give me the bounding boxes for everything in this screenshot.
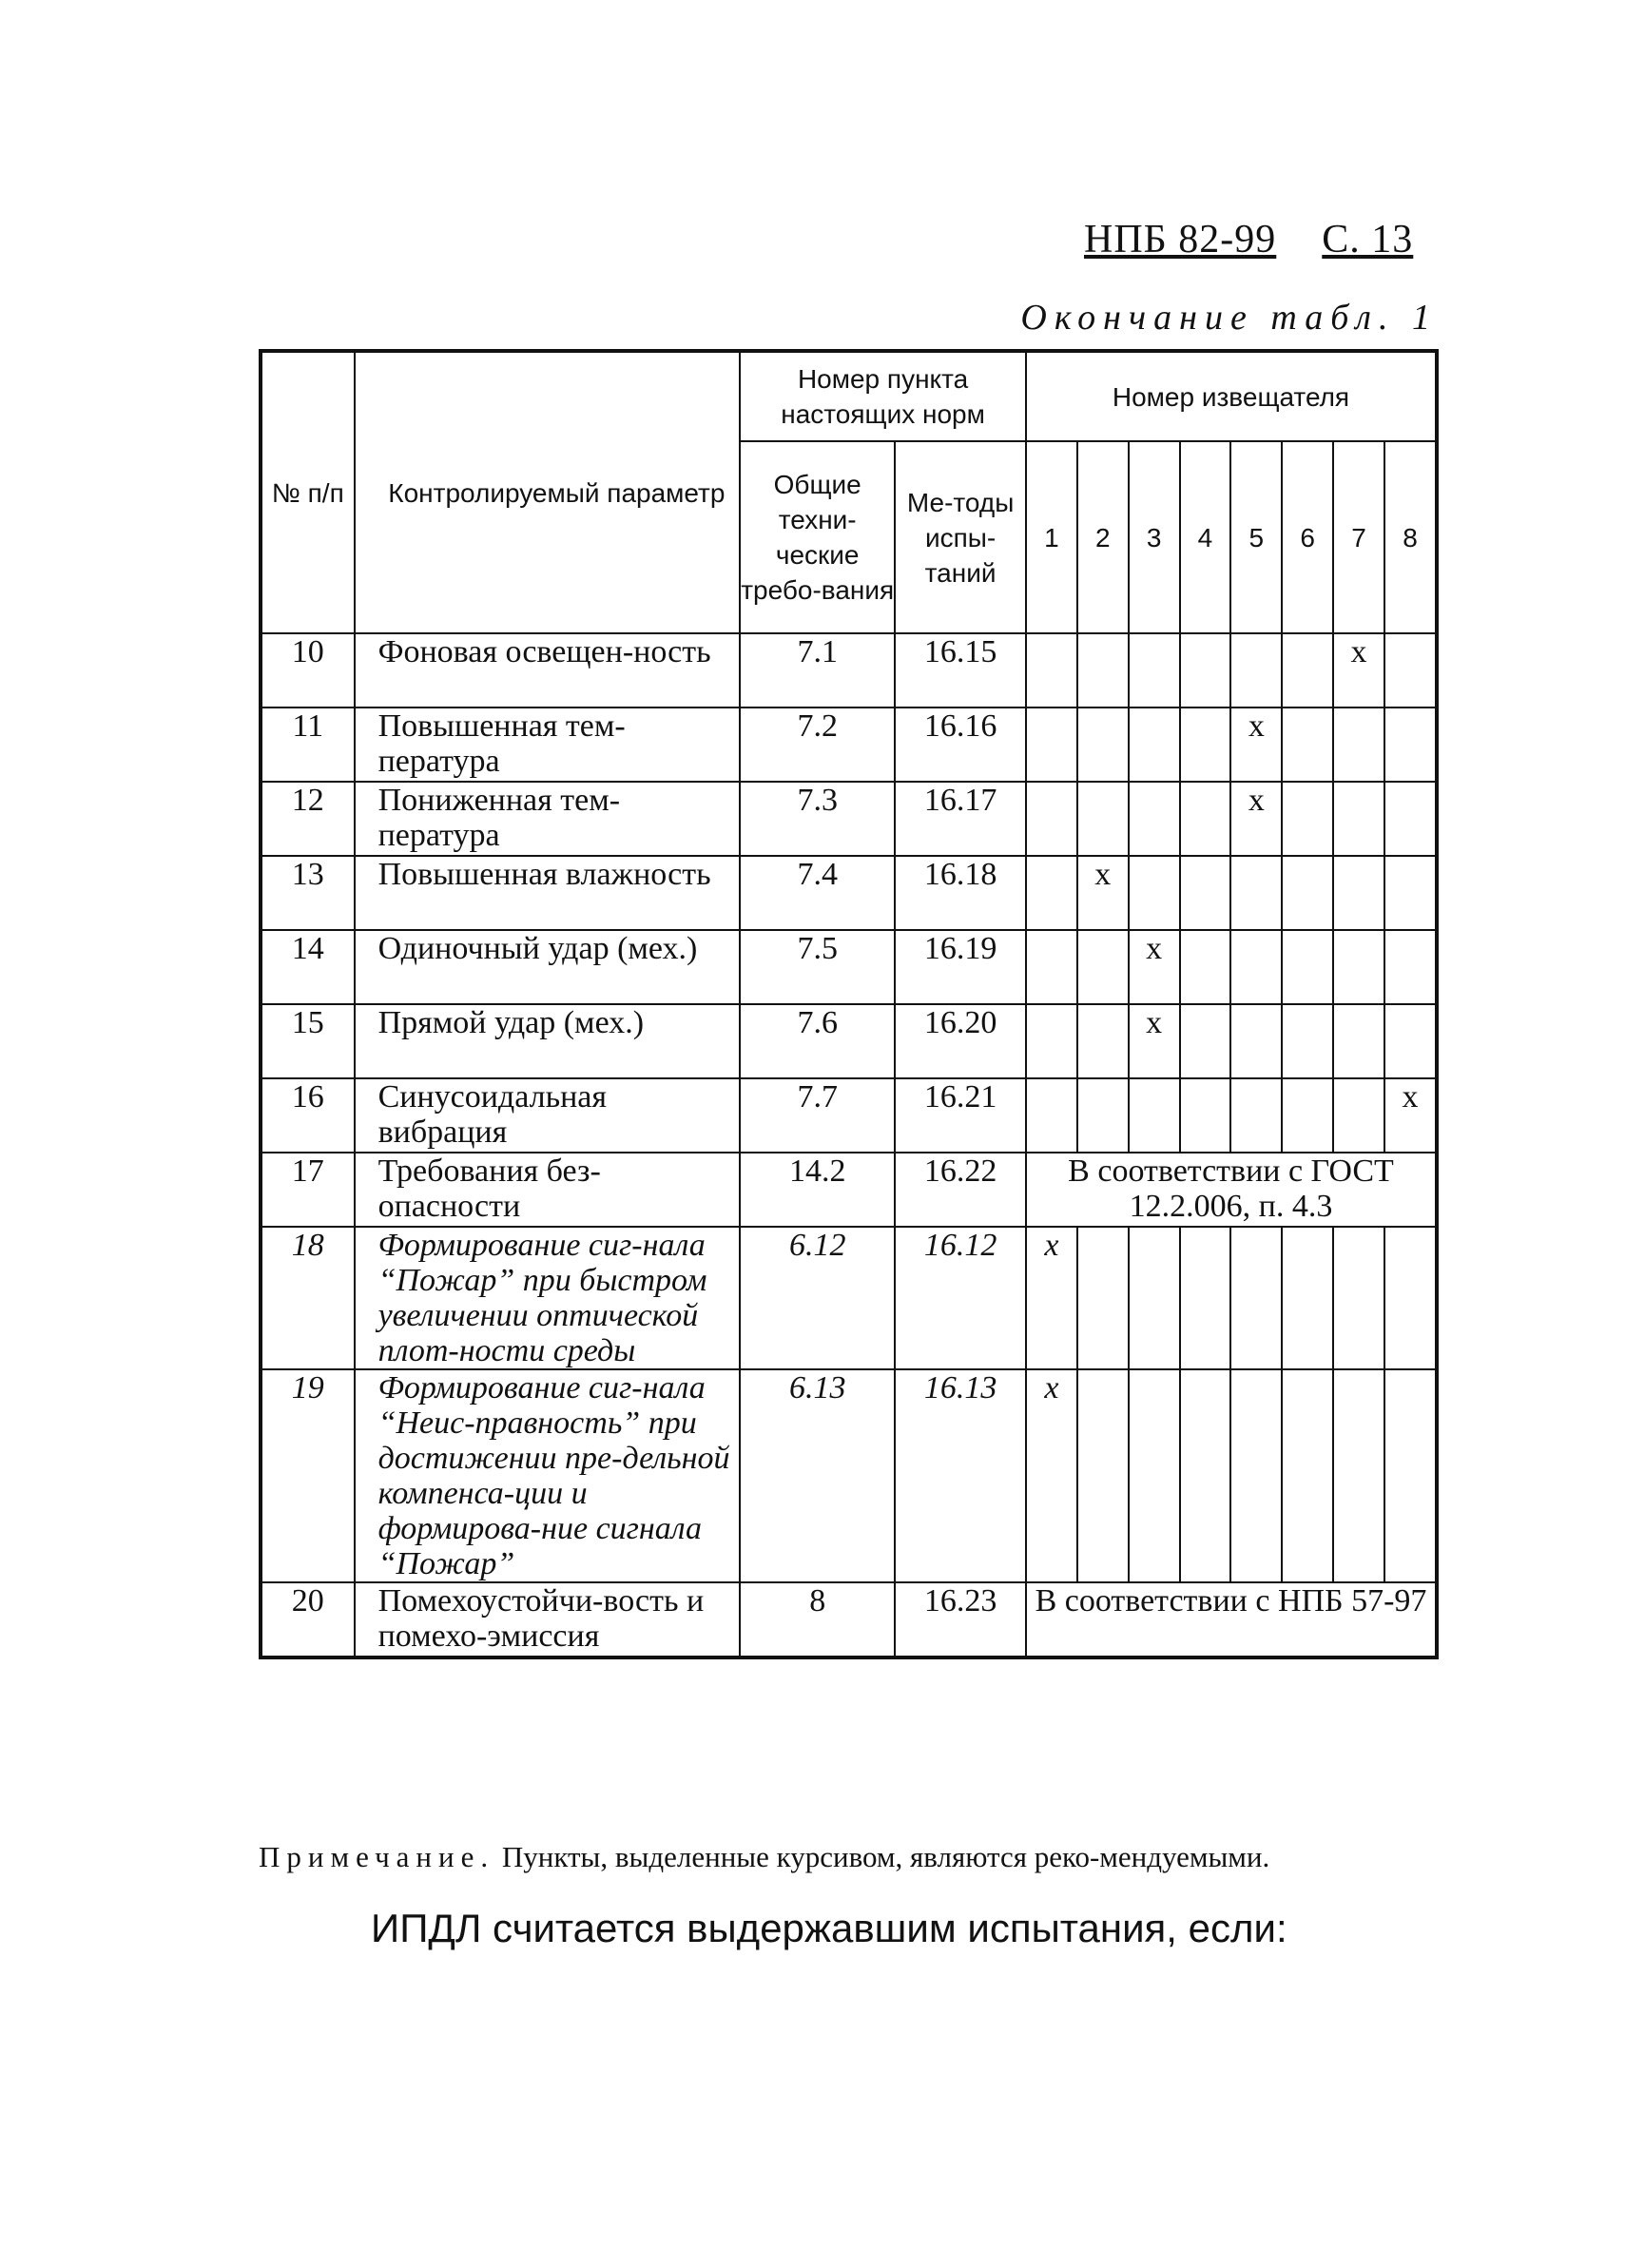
table-caption: Окончание табл. 1 <box>1020 298 1438 338</box>
detector-mark-8: х <box>1384 1078 1437 1153</box>
detector-mark-6 <box>1282 930 1333 1004</box>
row-merged-reference: В соответствии с НПБ 57-97 <box>1026 1582 1437 1657</box>
detector-mark-3 <box>1129 633 1180 708</box>
row-requirement-clause: 7.6 <box>740 1004 895 1078</box>
row-number: 17 <box>261 1153 355 1227</box>
detector-mark-2 <box>1077 1369 1129 1582</box>
header-detector-2: 2 <box>1077 441 1129 633</box>
row-method-clause: 16.13 <box>895 1369 1026 1582</box>
detector-mark-8 <box>1384 1227 1437 1369</box>
detector-mark-4 <box>1180 1004 1231 1078</box>
detector-mark-3 <box>1129 782 1180 856</box>
row-method-clause: 16.17 <box>895 782 1026 856</box>
row-method-clause: 16.19 <box>895 930 1026 1004</box>
detector-mark-5 <box>1230 1004 1282 1078</box>
page-header <box>1084 217 1413 262</box>
row-method-clause: 16.20 <box>895 1004 1026 1078</box>
table-body <box>261 633 1437 1657</box>
detector-mark-1 <box>1026 708 1077 782</box>
detector-mark-5 <box>1230 856 1282 930</box>
detector-mark-4 <box>1180 1369 1231 1582</box>
row-number: 10 <box>261 633 355 708</box>
detector-mark-5: х <box>1230 708 1282 782</box>
detector-mark-7: х <box>1333 633 1384 708</box>
detector-mark-1 <box>1026 856 1077 930</box>
detector-mark-8 <box>1384 1369 1437 1582</box>
detector-mark-3 <box>1129 1369 1180 1582</box>
detector-mark-3 <box>1129 708 1180 782</box>
header-detector-1: 1 <box>1026 441 1077 633</box>
row-number: 11 <box>261 708 355 782</box>
conclusion-text: ИПДЛ считается выдержавшим испытания, если: <box>371 1906 1287 1950</box>
row-method-clause: 16.23 <box>895 1582 1026 1657</box>
detector-mark-3 <box>1129 856 1180 930</box>
table-row <box>261 633 1437 708</box>
header-detector-8: 8 <box>1384 441 1437 633</box>
detector-mark-8 <box>1384 930 1437 1004</box>
table-row <box>261 856 1437 930</box>
row-parameter: Синусоидальная вибрация <box>355 1078 741 1153</box>
table-note <box>259 1839 1439 1875</box>
detector-mark-1 <box>1026 633 1077 708</box>
row-requirement-clause: 6.13 <box>740 1369 895 1582</box>
header-detector-5: 5 <box>1230 441 1282 633</box>
row-parameter: Одиночный удар (мех.) <box>355 930 741 1004</box>
note-label: Примечание. <box>259 1840 495 1873</box>
row-requirement-clause: 7.2 <box>740 708 895 782</box>
row-method-clause: 16.12 <box>895 1227 1026 1369</box>
row-requirement-clause: 14.2 <box>740 1153 895 1227</box>
detector-mark-4 <box>1180 708 1231 782</box>
detector-mark-3: х <box>1129 930 1180 1004</box>
row-parameter: Помехоустойчи-вость и помехо-эмиссия <box>355 1582 741 1657</box>
detector-mark-7 <box>1333 1369 1384 1582</box>
detector-mark-7 <box>1333 930 1384 1004</box>
row-parameter: Повышенная тем-пература <box>355 708 741 782</box>
detector-mark-8 <box>1384 708 1437 782</box>
row-parameter: Прямой удар (мех.) <box>355 1004 741 1078</box>
detector-mark-1 <box>1026 1004 1077 1078</box>
header-clause-group: Номер пункта настоящих норм <box>740 351 1026 441</box>
table-row <box>261 930 1437 1004</box>
row-method-clause: 16.18 <box>895 856 1026 930</box>
detector-mark-2 <box>1077 1004 1129 1078</box>
detector-mark-6 <box>1282 708 1333 782</box>
note-text: Пункты, выделенные курсивом, являются реко-мендуемыми. <box>501 1840 1270 1873</box>
row-requirement-clause: 6.12 <box>740 1227 895 1369</box>
row-number: 20 <box>261 1582 355 1657</box>
header-detectors-group: Номер извещателя <box>1026 351 1437 441</box>
detector-mark-2 <box>1077 1227 1129 1369</box>
detector-mark-4 <box>1180 856 1231 930</box>
row-method-clause: 16.21 <box>895 1078 1026 1153</box>
header-methods: Ме-тоды испы-таний <box>895 441 1026 633</box>
detector-mark-6 <box>1282 1227 1333 1369</box>
header-param: Контролируемый параметр <box>355 351 741 633</box>
detector-mark-7 <box>1333 1004 1384 1078</box>
table-row <box>261 1369 1437 1582</box>
row-requirement-clause: 7.7 <box>740 1078 895 1153</box>
page-number: С. 13 <box>1322 218 1414 262</box>
detector-mark-3 <box>1129 1078 1180 1153</box>
detector-mark-1 <box>1026 782 1077 856</box>
detector-mark-4 <box>1180 1227 1231 1369</box>
detector-mark-5 <box>1230 633 1282 708</box>
row-method-clause: 16.16 <box>895 708 1026 782</box>
detector-mark-5 <box>1230 1369 1282 1582</box>
detector-mark-2 <box>1077 782 1129 856</box>
detector-mark-1 <box>1026 1078 1077 1153</box>
detector-mark-2 <box>1077 633 1129 708</box>
detector-mark-3: х <box>1129 1004 1180 1078</box>
detector-mark-5 <box>1230 1227 1282 1369</box>
header-num: № п/п <box>261 351 355 633</box>
detector-mark-4 <box>1180 633 1231 708</box>
detector-mark-6 <box>1282 1369 1333 1582</box>
detector-mark-4 <box>1180 930 1231 1004</box>
row-parameter: Повышенная влажность <box>355 856 741 930</box>
row-method-clause: 16.15 <box>895 633 1026 708</box>
detector-mark-8 <box>1384 633 1437 708</box>
table-row <box>261 1582 1437 1657</box>
detector-mark-7 <box>1333 782 1384 856</box>
detector-mark-5: х <box>1230 782 1282 856</box>
detector-mark-5 <box>1230 1078 1282 1153</box>
detector-mark-3 <box>1129 1227 1180 1369</box>
detector-mark-6 <box>1282 856 1333 930</box>
header-requirements: Общие техни-ческие требо-вания <box>740 441 895 633</box>
row-parameter: Фоновая освещен-ность <box>355 633 741 708</box>
row-requirement-clause: 7.4 <box>740 856 895 930</box>
table-row <box>261 1078 1437 1153</box>
detector-mark-1: х <box>1026 1227 1077 1369</box>
row-requirement-clause: 8 <box>740 1582 895 1657</box>
table-row <box>261 782 1437 856</box>
row-requirement-clause: 7.1 <box>740 633 895 708</box>
row-number: 19 <box>261 1369 355 1582</box>
row-number: 16 <box>261 1078 355 1153</box>
header-detector-4: 4 <box>1180 441 1231 633</box>
detector-mark-4 <box>1180 1078 1231 1153</box>
row-number: 13 <box>261 856 355 930</box>
detector-mark-6 <box>1282 1078 1333 1153</box>
detector-mark-5 <box>1230 930 1282 1004</box>
row-merged-reference: В соответствии с ГОСТ 12.2.006, п. 4.3 <box>1026 1153 1437 1227</box>
detector-mark-7 <box>1333 856 1384 930</box>
detector-mark-4 <box>1180 782 1231 856</box>
detector-mark-2 <box>1077 1078 1129 1153</box>
detector-mark-2: х <box>1077 856 1129 930</box>
document-code: НПБ 82-99 <box>1084 218 1277 262</box>
detector-mark-1: х <box>1026 1369 1077 1582</box>
detector-mark-8 <box>1384 856 1437 930</box>
detector-mark-7 <box>1333 1227 1384 1369</box>
table-row <box>261 1004 1437 1078</box>
row-number: 14 <box>261 930 355 1004</box>
row-parameter: Формирование сиг-нала “Неис-правность” при достижении пре-дельной компенса-ции и формирова-ние сигнала “Пожар” <box>355 1369 741 1582</box>
detector-mark-8 <box>1384 1004 1437 1078</box>
requirements-table <box>259 349 1439 1659</box>
table-row <box>261 708 1437 782</box>
row-parameter: Пониженная тем-пература <box>355 782 741 856</box>
row-parameter: Требования без-опасности <box>355 1153 741 1227</box>
row-number: 15 <box>261 1004 355 1078</box>
detector-mark-8 <box>1384 782 1437 856</box>
row-requirement-clause: 7.3 <box>740 782 895 856</box>
header-detector-3: 3 <box>1129 441 1180 633</box>
row-parameter: Формирование сиг-нала “Пожар” при быстром увеличении оптической плот-ности среды <box>355 1227 741 1369</box>
detector-mark-2 <box>1077 708 1129 782</box>
table-row <box>261 1227 1437 1369</box>
row-method-clause: 16.22 <box>895 1153 1026 1227</box>
detector-mark-7 <box>1333 1078 1384 1153</box>
detector-mark-6 <box>1282 1004 1333 1078</box>
detector-mark-1 <box>1026 930 1077 1004</box>
detector-mark-2 <box>1077 930 1129 1004</box>
row-number: 18 <box>261 1227 355 1369</box>
detector-mark-7 <box>1333 708 1384 782</box>
row-requirement-clause: 7.5 <box>740 930 895 1004</box>
table-row <box>261 1153 1437 1227</box>
header-detector-7: 7 <box>1333 441 1384 633</box>
header-detector-6: 6 <box>1282 441 1333 633</box>
detector-mark-6 <box>1282 782 1333 856</box>
detector-mark-6 <box>1282 633 1333 708</box>
row-number: 12 <box>261 782 355 856</box>
